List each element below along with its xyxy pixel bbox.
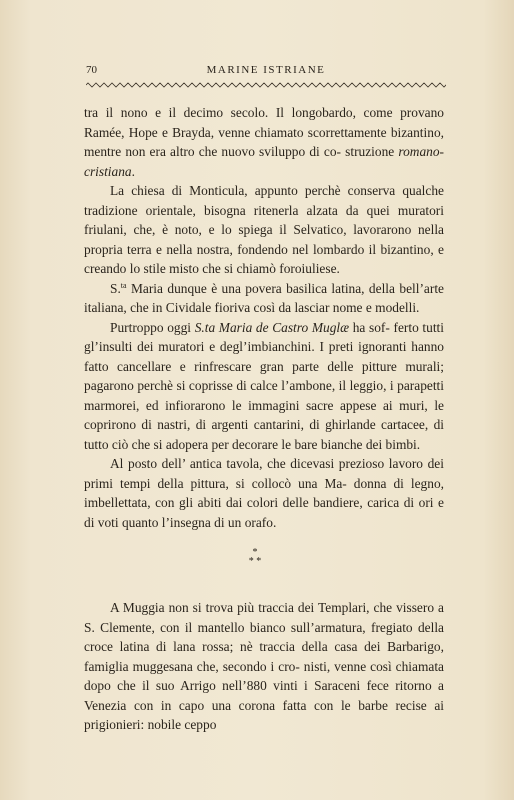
paragraph-1: tra il nono e il decimo secolo. Il longobardo, come provano Ramée, Hope e Brayda, venne chiamato scorrettamente bizantino, mentre non era altro che nuovo sviluppo di co- struzione romano-cristiana. (84, 105, 444, 179)
paragraph-3: S.$^{ta}$ Maria dunque è una povera basilica latina, della bell’arte italiana, che in Cividale fioriva così da lasciar nome e modelli. (84, 280, 444, 315)
main-text (84, 103, 444, 532)
paragraph-6: A Muggia non si trova più traccia dei Templari, che vissero a S. Clemente, con il mantello bianco sull’armatura, fregiato della croce latina di lana rossa; nè traccia della casa dei Barbarigo, famiglia muggesana che, secondo i cro- nisti, venne così chiamata dopo che il suo Arrigo nell’880 vinti i Saraceni fece ritorno a Venezia con in capo una corona fatta con le barbe recise ai prigionieri: nobile ceppo (84, 600, 444, 733)
italic-term: romano-cristiana (84, 144, 444, 179)
section-separator-asterism: * * * (248, 547, 262, 567)
running-title: MARINE ISTRIANE (206, 64, 326, 76)
paragraph-2: La chiesa di Monticula, appunto perchè conserva qualche tradizione orientale, bisogna ritenerla alzata da quei muratori friulani, che, è noto, e lo spiega il Selvatico, lavorarono nella propria terra e nella nostra, fondendo nel lombardo il bizantino, e creando lo stile misto che si chiamò foroiuliese. (84, 183, 444, 276)
second-section-text (84, 585, 444, 748)
page-header (86, 64, 446, 80)
header-ornament-rule (86, 82, 446, 88)
italic-church-name: S.ta Maria de Castro Muglæ (194, 319, 350, 335)
paragraph-5: Al posto dell’ antica tavola, che dicevasi prezioso lavoro dei primi tempi della pittura, si collocò una Ma- donna di legno, imbellettata, con gli abiti dai colori delle bandiere, carica di ori e di voti quanto l’insegna di un orafo. (84, 456, 444, 530)
paragraph-4: Purtroppo oggi S.ta Maria de Castro Muglæ ha sof- ferto tutti gl’insulti dei muratori e degl’imbianchini. I preti ignoranti hanno fatto cancellare e rinfrescare gran parte delle pitture murali; pagarono perchè si coprisse di calce l’ambone, il leggio, i parapetti marmorei, ed infiorarono le immagini sacre appese ai muri, le coprirono di nastri, di argenti cantarini, di ghirlande cartacee, di tutto ciò che si adopera per decorare le bare bianche dei bimbi. (84, 319, 444, 452)
page-number: 70 (86, 64, 97, 76)
